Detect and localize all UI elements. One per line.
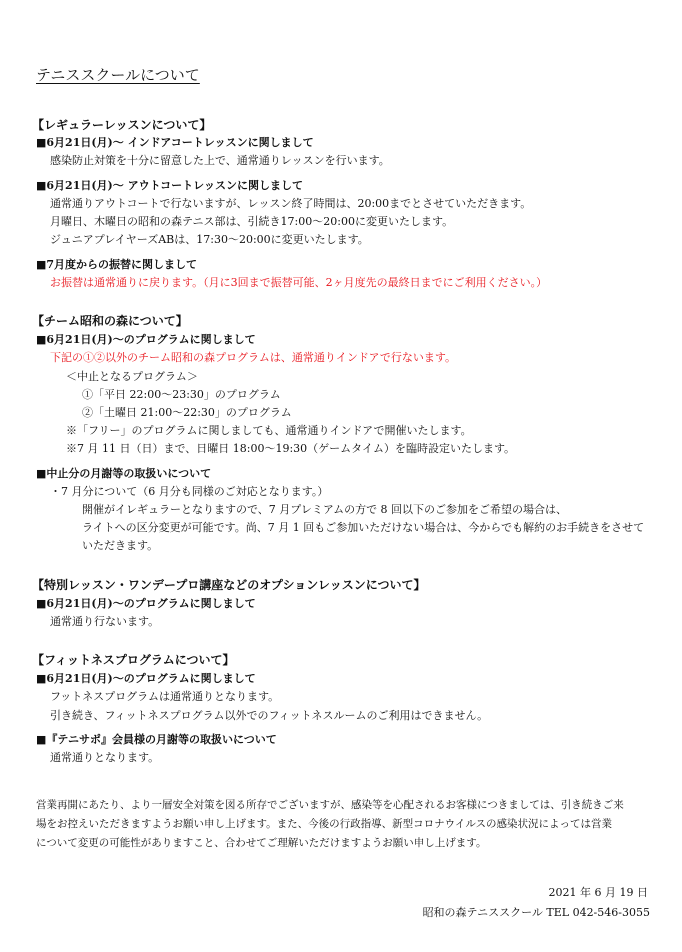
makeup-heading: ■7月度からの振替に関しまして — [36, 258, 198, 271]
team-program-heading: ■6月21日(月)～のプログラムに関しまして — [36, 333, 256, 346]
indoor-heading: ■6月21日(月)～ インドアコートレッスンに関しまして — [36, 136, 314, 149]
team-note: ※「フリー」のプログラムに関しましても、通常通りインドアで開催いたします。 — [66, 424, 472, 437]
page-title: テニススクールについて — [36, 66, 200, 84]
team-note: ※7 月 11 日（日）まで、日曜日 18:00～19:30（ゲームタイム）を臨時設定いたします。 — [66, 442, 516, 455]
team-program-notice: 下記の①②以外のチーム昭和の森プログラムは、通常通りインドアで行ないます。 — [50, 351, 457, 364]
fitness-program-heading: ■6月21日(月)～のプログラムに関しまして — [36, 672, 256, 685]
section-heading-special: 【特別レッスン・ワンデープロ講座などのオプションレッスンについて】 — [32, 578, 426, 592]
fitness-line: 引き続き、フィットネスプログラム以外でのフィットネスルームのご利用はできません。 — [50, 709, 489, 722]
member-fee-text: 通常通りとなります。 — [50, 751, 160, 764]
cancel-program-item: ②「土曜日 21:00～22:30」のプログラム — [82, 406, 292, 419]
fee-line: いただきます。 — [82, 539, 159, 552]
fee-subheading: ・7 月分について（6 月分も同様のご対応となります。） — [50, 485, 329, 498]
outdoor-heading: ■6月21日(月)～ アウトコートレッスンに関しまして — [36, 179, 304, 192]
special-program-heading: ■6月21日(月)～のプログラムに関しまして — [36, 597, 256, 610]
indoor-text: 感染防止対策を十分に留意した上で、通常通りレッスンを行います。 — [50, 154, 390, 167]
makeup-text: お振替は通常通りに戻ります。（月に3回まで振替可能、2ヶ月度先の最終日までにご利用ください。） — [50, 276, 548, 289]
section-heading-team: 【チーム昭和の森について】 — [32, 314, 188, 328]
member-fee-heading: ■『テニサポ』会員様の月謝等の取扱いについて — [36, 733, 277, 746]
fitness-line: フットネスプログラムは通常通りとなります。 — [50, 690, 280, 703]
cancel-program-item: ①「平日 22:00～23:30」のプログラム — [82, 388, 281, 401]
outdoor-line: ジュニアプレイヤーズABは、17:30～20:00に変更いたします。 — [50, 233, 369, 246]
fee-heading: ■中止分の月謝等の取扱いについて — [36, 467, 212, 480]
section-heading-fitness: 【フィットネスプログラムについて】 — [32, 653, 235, 667]
cancel-programs-label: ＜中止となるプログラム＞ — [66, 370, 198, 383]
closing-line: について変更の可能性がありますこと、合わせてご理解いただけますようお願い申し上げます。 — [36, 837, 487, 849]
outdoor-line: 月曜日、木曜日の昭和の森テニス部は、引続き17:00～20:00に変更いたします。 — [50, 215, 454, 228]
fee-line: 開催がイレギュラーとなりますので、7 月プレミアムの方で 8 回以下のご参加をご希望の場合は、 — [82, 503, 568, 516]
fee-line: ライトへの区分変更が可能です。尚、7 月 1 回もご参加いただけない場合は、今からでも解約のお手続きをさせて — [82, 521, 645, 534]
outdoor-line: 通常通りアウトコートで行ないますが、レッスン終了時間は、20:00までとさせていただきます。 — [50, 197, 532, 210]
closing-line: 営業再開にあたり、より一層安全対策を図る所存でございますが、感染等を心配されるお客様につきましては、引き続きご来 — [36, 799, 624, 811]
issue-date: 2021 年 6 月 19 日 — [548, 886, 648, 899]
section-heading-regular: 【レギュラーレッスンについて】 — [32, 118, 212, 132]
special-text: 通常通り行ないます。 — [50, 615, 160, 628]
school-contact: 昭和の森テニススクール TEL 042-546-3055 — [422, 906, 650, 919]
closing-line: 場をお控えいただきますようお願い申し上げます。また、今後の行政指導、新型コロナウイルスの感染状況によっては営業 — [36, 818, 613, 830]
